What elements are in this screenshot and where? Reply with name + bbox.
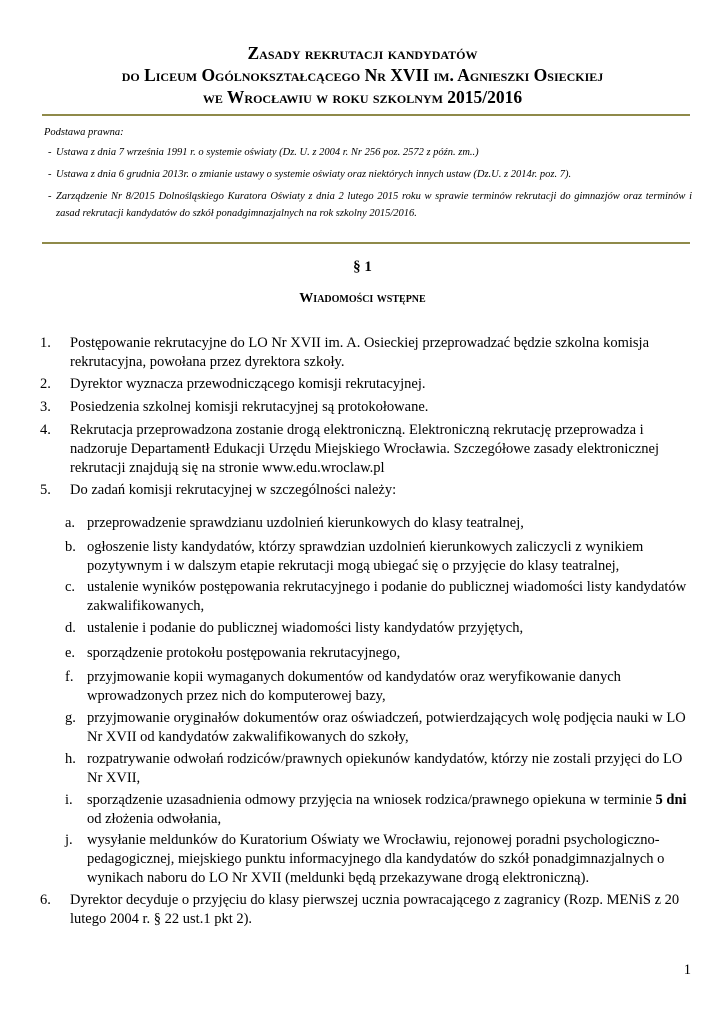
document-title bbox=[40, 42, 685, 108]
section-number: § 1 bbox=[353, 259, 372, 275]
legal-basis-item: - Ustawa z dnia 7 września 1991 r. o systemie oświaty (Dz. U. z 2004 r. Nr 256 poz. 2572 z późn. zm..) bbox=[48, 147, 479, 158]
page-number: 1 bbox=[683, 962, 691, 978]
legal-basis-item: - Zarządzenie Nr 8/2015 Dolnośląskiego Kuratora Oświaty z dnia 2 lutego 2015 roku w sprawie terminów rekrutacji do gimnazjów oraz terminów i zasad rekrutacji kandydatów do szkół ponadgimnazjalnych na rok szkolny 2015/2016. bbox=[48, 191, 692, 219]
bottom-divider bbox=[42, 242, 690, 244]
document-page: Zasady rekrutacji kandydatów do Liceum Ogólnokształcącego Nr XVII im. Agnieszki Osieckiej we Wrocławiu w roku szkolnym 2015/2016 Podstawa prawna: - Ustawa z dnia 7 września 1991 r. o systemie oświaty (Dz. U. z 2004 r. Nr 256 poz. 2572 z późn. zm..) - Ustawa z dnia 6 grudnia 2013r. o zmianie ustawy o systemie oświaty oraz niektórych innych ustaw (Dz.U. z 2014r. poz. 7). - Zarządzenie Nr 8/2015 Dolnośląskiego Kuratora Oświaty z dnia 2 lutego 2015 roku w sprawie terminów rekrutacji do gimnazjów oraz terminów i zasad rekrutacji kandydatów do szkół ponadgimnazjalnych na rok szkolny 2015/2016. § 1 Wiadomości wstępne 1. Postępowanie rekrutacyjne do LO Nr XVII im. A. Osieckiej przeprowadzać będzie szkolna komisja rekrutacyjna, powołana przez dyrektora szkoły. 2. Dyrektor wyznacza przewodniczącego komisji rekrutacyjnej. 3. Posiedzenia szkolnej komisji rekrutacyjnej są protokołowane. 4. Rekrutacja przeprowadzona zostanie drogą elektroniczną. Elektroniczną rekrutację przeprowadza i nadzoruje Departamentł Edukacji Urzędu Miejskiego Wrocławia. Szczegółowe zasady elektronicznej rekrutacji znajdują się na stronie www.edu.wroclaw.pl 5. Do zadań komisji rekrutacyjnej w szczególności należy: a. przeprowadzenie sprawdzianu uzdolnień kierunkowych do klasy teatralnej, b. ogłoszenie listy kandydatów, którzy sprawdzian uzdolnień kierunkowych zaliczycli z wynikiem pozytywnym i w dalszym etapie rekrutacji mogą ubiegać się o przyjęcie do klasy teatralnej, c. ustalenie wyników postępowania rekrutacyjnego i podanie do publicznej wiadomości listy kandydatów zakwalifikowanych, d. ustalenie i podanie do publicznej wiadomości listy kandydatów przyjętych, e. sporządzenie protokołu postępowania rekrutacyjnego, f. przyjmowanie kopii wymaganych dokumentów od kandydatów oraz weryfikowanie danych wprowadzonych przez nich do komputerowej bazy, g. przyjmowanie oryginałów dokumentów oraz oświadczeń, potwierdzających wolę podjęcia nauki w LO Nr XVII od kandydatów zakwalifikowanych do szkoły, h. rozpatrywanie odwołań rodziców/prawnych opiekunów kandydatów, którzy nie zostali przyjęci do LO Nr XVII, i. sporządzenie uzasadnienia odmowy przyjęcia na wniosek rodzica/prawnego opiekuna w terminie 5 dni od złożenia odwołania, j. wysyłanie meldunków do Kuratorium Oświaty we Wrocławiu, rejonowej poradni psychologiczno-pedagogicznej, miejskiego punktu informacyjnego dla kandydatów do szkół ponadgimnazjalnych o wynikach naboru do LO Nr XVII (meldunki będą przekazywane drogą elektroniczną). 6. Dyrektor decyduje o przyjęciu do klasy pierwszej ucznia powracającego z zagranicy (Rozp. MENiS z 20 lutego 2004 r. § 22 ust.1 pkt 2). 1 bbox=[0, 0, 725, 1024]
title-line-3: we Wrocławiu w roku szkolnym 2015/2016 bbox=[202, 87, 523, 107]
section-title: Wiadomości wstępne bbox=[299, 291, 426, 306]
legal-basis-label: Podstawa prawna: bbox=[44, 127, 124, 138]
title-line-2: do Liceum Ogólnokształcącego Nr XVII im. Agnieszki Osieckiej bbox=[121, 65, 604, 85]
top-divider bbox=[42, 114, 690, 116]
legal-basis-item: - Ustawa z dnia 6 grudnia 2013r. o zmianie ustawy o systemie oświaty oraz niektórych innych ustaw (Dz.U. z 2014r. poz. 7). bbox=[48, 169, 572, 180]
title-line-1: Zasady rekrutacji kandydatów bbox=[247, 43, 478, 63]
legal-basis bbox=[44, 124, 692, 222]
